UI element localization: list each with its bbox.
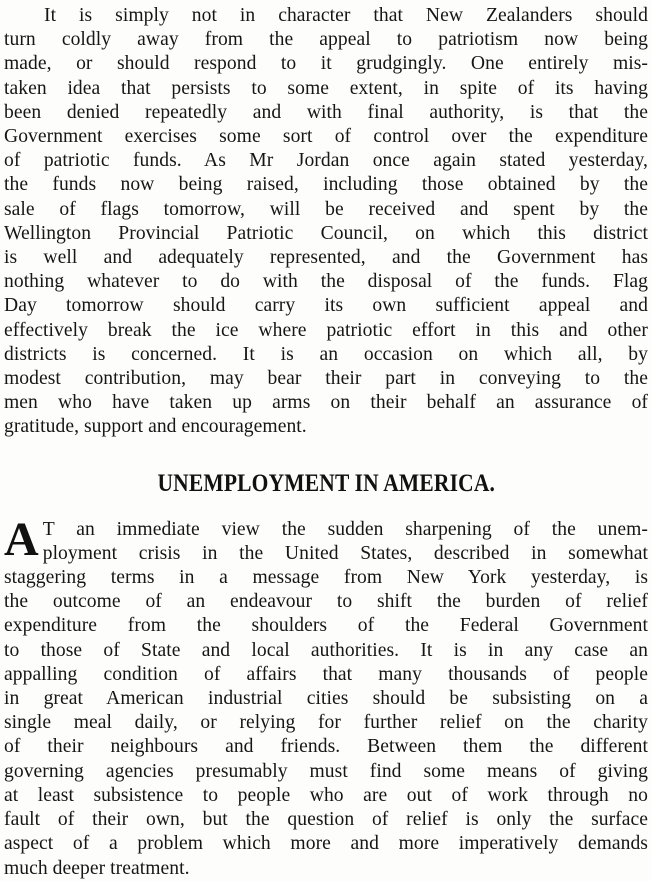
drop-cap-letter: A <box>4 512 39 566</box>
text-line: Wellington Provincial Patriotic Council, on which this district <box>4 222 648 244</box>
text-line: districts is concerned. It is an occasion on which all, by <box>4 343 648 365</box>
text-line: gratitude, support and encouragement. <box>4 416 307 438</box>
text-line: made, or should respond to it grudgingly. One entirely mis- <box>4 53 648 75</box>
text-line: taken idea that persists to some extent, in spite of its having <box>4 77 648 99</box>
text-line: to those of State and local authorities. It is in any case an <box>4 639 648 661</box>
article-heading: UNEMPLOYMENT IN AMERICA. <box>157 469 495 497</box>
text-line: staggering terms in a message from New York yesterday, is <box>4 567 648 589</box>
text-line: the outcome of an endeavour to shift the burden of relief <box>4 591 648 613</box>
text-line: It is simply not in character that New Zealanders should <box>44 5 648 26</box>
unemployment-paragraph <box>4 512 648 881</box>
text-line: men who have taken up arms on their behalf an assurance of <box>4 392 648 414</box>
text-line: ployment crisis in the United States, described in somewhat <box>42 542 648 564</box>
text-line: aspect of a problem which more and more imperatively demands <box>4 833 648 855</box>
text-line: at least subsistence to people who are out of work through no <box>4 784 648 806</box>
text-line: in great American industrial cities should be subsisting on a <box>4 688 648 710</box>
text-line: of patriotic funds. As Mr Jordan once again stated yesterday, <box>4 150 648 172</box>
text-line: been denied repeatedly and with final authority, is that the <box>4 101 648 123</box>
text-line: expenditure from the shoulders of the Federal Government <box>4 615 648 637</box>
text-line: Government exercises some sort of control over the expenditure <box>4 126 648 148</box>
text-line: turn coldly away from the appeal to patriotism now being <box>4 29 648 51</box>
text-line: the funds now being raised, including those obtained by the <box>4 174 648 196</box>
article-heading-container <box>4 470 648 498</box>
text-line: sale of flags tomorrow, will be received and spent by the <box>4 198 648 220</box>
text-line: single meal daily, or relying for further relief on the charity <box>4 712 648 734</box>
text-line: appalling condition of affairs that many thousands of people <box>4 663 648 685</box>
text-line: fault of their own, but the question of relief is only the surface <box>4 809 648 831</box>
text-line: T an immediate view the sudden sharpening of the unem- <box>42 518 648 540</box>
text-line: effectively break the ice where patriotic effort in this and other <box>4 319 648 341</box>
text-line: modest contribution, may bear their part in conveying to the <box>4 368 648 390</box>
text-line: is well and adequately represented, and the Government has <box>4 247 648 269</box>
text-line: Day tomorrow should carry its own sufficient appeal and <box>4 295 648 317</box>
text-line: much deeper treatment. <box>4 857 190 879</box>
text-line: nothing whatever to do with the disposal of the funds. Flag <box>4 271 648 293</box>
patriotic-funds-paragraph <box>4 4 648 440</box>
text-line: of their neighbours and friends. Between them the different <box>4 736 648 758</box>
text-line: governing agencies presumably must find some means of giving <box>4 760 648 782</box>
